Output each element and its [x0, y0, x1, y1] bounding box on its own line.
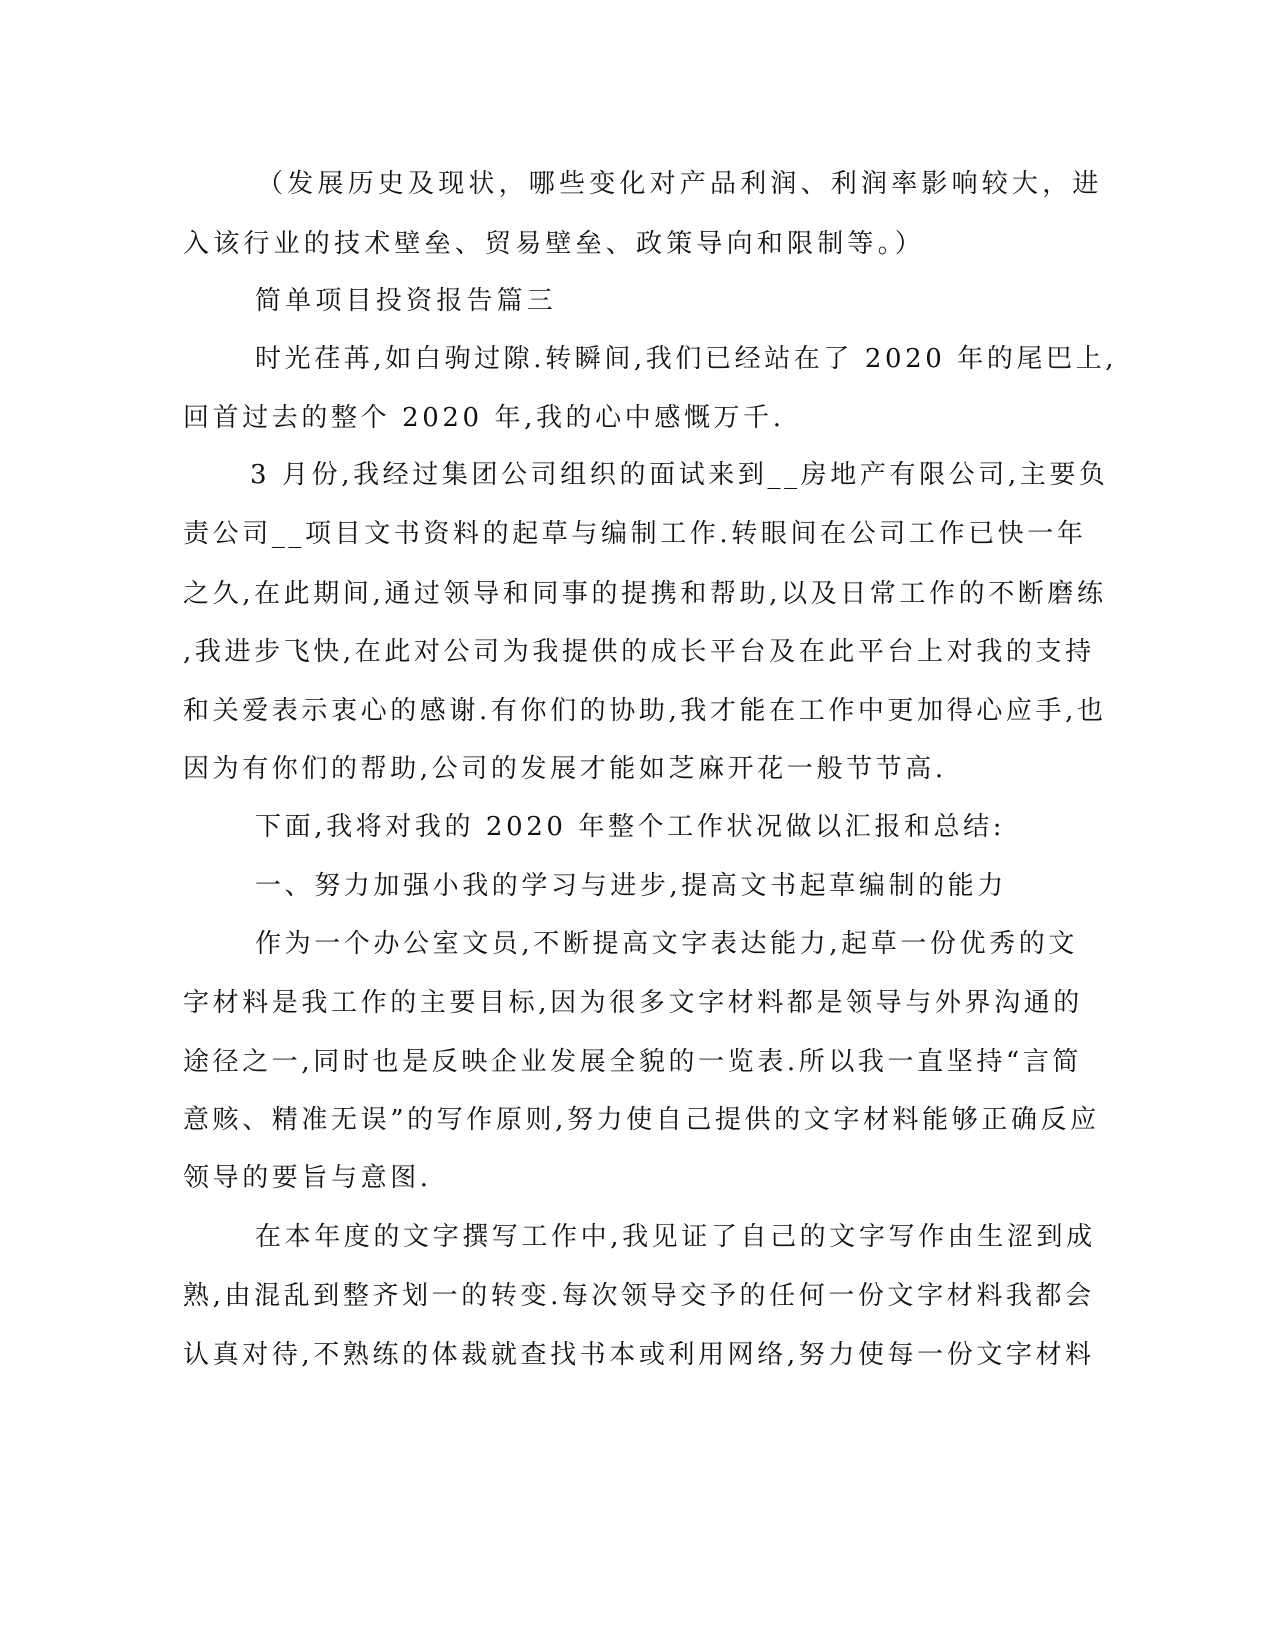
paragraph-line: 领导的要旨与意图.	[183, 1163, 432, 1193]
paragraph-line: ,我进步飞快,在此对公司为我提供的成长平台及在此平台上对我的支持	[183, 637, 1095, 667]
paragraph-line: 字材料是我工作的主要目标,因为很多文字材料都是领导与外界沟通的	[183, 988, 1083, 1018]
paragraph-line: 熟,由混乱到整齐划一的转变.每次领导交予的任何一份文字材料我都会	[183, 1281, 1095, 1311]
paragraph-line: 意赅、精准无误”的写作原则,努力使自己提供的文字材料能够正确反应	[183, 1105, 1100, 1135]
paragraph-line: 在本年度的文字撰写工作中,我见证了自己的文字写作由生涩到成	[255, 1222, 1096, 1252]
paragraph-line: 时光荏苒,如白驹过隙.转瞬间,我们已经站在了 2020 年的尾巴上,	[255, 344, 1118, 374]
paragraph-line: 途径之一,同时也是反映企业发展全貌的一览表.所以我一直坚持“言简	[183, 1047, 1083, 1077]
paragraph-line: 下面,我将对我的 2020 年整个工作状况做以汇报和总结:	[255, 812, 1006, 842]
paragraph-line: 因为有你们的帮助,公司的发展才能如芝麻开花一般节节高.	[183, 754, 947, 784]
paragraph-line: （发展历史及现状，哪些变化对产品利润、利润率影响较大，进	[257, 169, 1103, 199]
paragraph-line: 认真对待,不熟练的体裁就查找书本或利用网络,努力使每一份文字材料	[183, 1340, 1095, 1370]
paragraph-line: 一、努力加强小我的学习与进步,提高文书起草编制的能力	[255, 871, 1007, 901]
paragraph-line: 回首过去的整个 2020 年,我的心中感慨万千.	[183, 403, 785, 433]
paragraph-line: 之久,在此期间,通过领导和同事的提携和帮助,以及日常工作的不断磨练	[183, 579, 1107, 609]
paragraph-line: 和关爱表示衷心的感谢.有你们的协助,我才能在工作中更加得心应手,也	[183, 696, 1107, 726]
paragraph-line: 责公司__项目文书资料的起草与编制工作.转眼间在公司工作已快一年	[183, 519, 1087, 549]
paragraph-line: 作为一个办公室文员,不断提高文字表达能力,起草一份优秀的文	[255, 929, 1078, 959]
section-heading: 简单项目投资报告篇三	[255, 286, 558, 316]
paragraph-line: 入该行业的技术壁垒、贸易壁垒、政策导向和限制等。）	[183, 229, 926, 259]
paragraph-line: 3 月份,我经过集团公司组织的面试来到__房地产有限公司,主要负	[250, 460, 1109, 490]
